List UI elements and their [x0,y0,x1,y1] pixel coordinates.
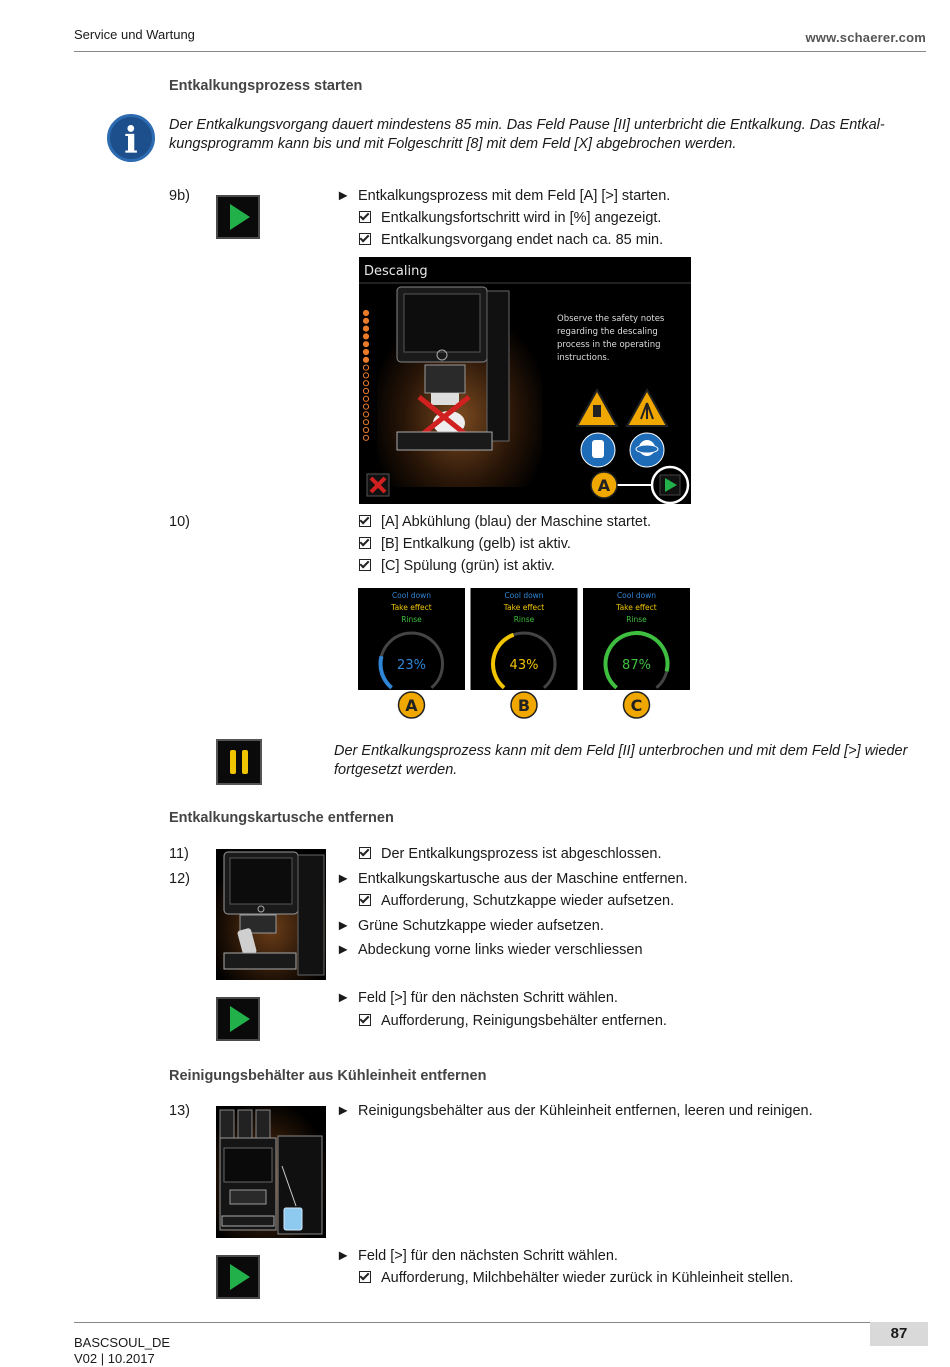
action-text: Feld [>] für den nächsten Schritt wählen. [358,990,618,1006]
machine-illustration [216,1106,326,1238]
info-line-2: kungsprogramm kann bis und mit Folgeschritt [8] mit dem Feld [X] abgebrochen werden. [169,136,737,152]
machine-cooling-unit-image [216,1106,326,1238]
result-text: Aufforderung, Reinigungsbehälter entfernen. [381,1013,667,1029]
play-button-icon [216,997,260,1041]
checkbox-icon [359,211,371,223]
gauge-panels [358,588,691,722]
notice-line: instructions. [557,353,610,363]
step-12-result-4 [359,1013,667,1029]
result-text: Aufforderung, Milchbehälter wieder zurück in Kühleinheit stellen. [381,1270,794,1286]
checkbox-icon [359,1014,371,1026]
arrow-icon: ► [336,188,351,204]
gauges-svg [358,588,691,722]
progress-dot [363,326,368,331]
progress-dot [363,357,368,362]
callout-a-label: A [597,476,611,495]
step-number-9b: 9b) [169,188,190,204]
section-title-cartridge: Entkalkungskartusche entfernen [169,810,394,826]
step-10-result-1 [359,514,651,530]
step-12-action-3 [336,942,643,958]
header-url: www.schaerer.com [805,30,926,45]
progress-dot [363,318,368,323]
action-text: Reinigungsbehälter aus der Kühleinheit entfernen, leeren und reinigen. [358,1103,813,1119]
arrow-icon: ► [336,871,351,887]
gauge-percent: 87% [622,658,651,673]
callout-a [591,472,617,498]
step-number-10: 10) [169,514,190,530]
action-text: Entkalkungskartusche aus der Maschine entfernen. [358,871,688,887]
step-number-13: 13) [169,1103,190,1119]
gauge-phase-label: Take effect [503,603,545,612]
gauge-phase-label: Rinse [626,615,647,624]
gauge-callout-letter: A [405,696,418,715]
progress-dot [363,342,368,347]
descaling-screen-art [359,257,691,504]
footer-doc: BASCSOUL_DE [74,1335,171,1350]
step-9b-action [336,188,670,204]
step-12-action-4 [336,990,618,1006]
play-button-icon [216,1255,260,1299]
step-9b-result-2 [359,232,663,248]
info-text [169,116,927,154]
checkbox-icon [359,559,371,571]
machine-illustration [216,849,326,980]
notice-line: Observe the safety notes [557,314,665,324]
screen-play-icon [652,467,688,503]
step-9b-action-text: Entkalkungsprozess mit dem Feld [A] [>] starten. [358,188,671,204]
gauge-phase-label: Take effect [391,603,432,612]
notice-line: regarding the descaling [557,327,658,337]
result-text: Aufforderung, Schutzkappe wieder aufsetzen. [381,893,675,909]
descaling-screen [359,257,691,504]
step-10-result-3 [359,558,555,574]
action-text: Grüne Schutzkappe wieder aufsetzen. [358,918,604,934]
step-number-12: 12) [169,871,190,887]
arrow-icon: ► [336,918,351,934]
progress-dot [363,334,368,339]
gauge-panel [583,588,690,718]
checkbox-icon [359,1271,371,1283]
arrow-icon: ► [336,942,351,958]
footer-rule [74,1322,926,1323]
pause-note [334,742,934,780]
step-12-result-1 [359,893,674,909]
result-text: [B] Entkalkung (gelb) ist aktiv. [381,536,571,552]
gauge-phase-label: Take effect [616,603,657,612]
arrow-icon: ► [336,1103,351,1119]
gauge-phase-label: Cool down [504,591,544,600]
gloves-icon [581,433,615,467]
step-11-result [359,846,661,862]
pause-button-icon [216,739,262,785]
machine-cartridge-image [216,849,326,980]
page-number: 87 [870,1322,928,1346]
result-text: [A] Abkühlung (blau) der Maschine startet. [381,514,652,530]
goggles-icon [630,433,664,467]
checkbox-icon [359,537,371,549]
gauge-percent: 23% [397,658,426,673]
gauge-callout-letter: C [630,696,643,715]
result-text: [C] Spülung (grün) ist aktiv. [381,558,555,574]
result-text: Entkalkungsvorgang endet nach ca. 85 min. [381,232,664,248]
pause-note-line-1: Der Entkalkungsprozess kann mit dem Feld [II] unterbrochen und mit dem Feld [>] wieder [334,743,908,759]
footer-version: V02 | 10.2017 [74,1351,155,1366]
step-9b-result-1 [359,210,661,226]
gauge-phase-label: Rinse [401,615,422,624]
result-text: Der Entkalkungsprozess ist abgeschlossen. [381,846,662,862]
gauge-panel [358,588,465,718]
checkbox-icon [359,894,371,906]
gauge-phase-label: Cool down [391,591,432,600]
pause-note-line-2: fortgesetzt werden. [334,762,458,778]
play-button-icon [216,195,260,239]
checkbox-icon [359,515,371,527]
progress-dot [363,349,368,354]
header-left: Service und Wartung [74,27,195,42]
step-13-action-1 [336,1103,813,1119]
notice-line: process in the operating [557,340,661,350]
arrow-icon: ► [336,990,351,1006]
gauge-panel [471,588,578,718]
action-text: Abdeckung vorne links wieder verschliessen [358,942,643,958]
step-12-action-1 [336,871,688,887]
gauge-phase-label: Rinse [513,615,535,624]
arrow-icon: ► [336,1248,351,1264]
footer-doc-info [74,1335,170,1367]
info-icon: i [107,114,155,162]
step-13-action-2 [336,1248,618,1264]
gauge-percent: 43% [509,658,539,673]
step-13-result-2 [359,1270,793,1286]
step-12-action-2 [336,918,604,934]
checkbox-icon [359,847,371,859]
header-rule [74,51,926,52]
step-10-result-2 [359,536,571,552]
cancel-x-icon [367,474,389,496]
gauge-phase-label: Cool down [616,591,657,600]
action-text: Feld [>] für den nächsten Schritt wählen. [358,1248,618,1264]
gauge-callout-letter: B [517,696,531,715]
section-title-cleaning-container: Reinigungsbehälter aus Kühleinheit entfernen [169,1068,487,1084]
result-text: Entkalkungsfortschritt wird in [%] angezeigt. [381,210,662,226]
checkbox-icon [359,233,371,245]
screen-title: Descaling [364,264,428,279]
step-number-11: 11) [169,846,189,862]
section-title-start: Entkalkungsprozess starten [169,78,363,94]
progress-dot [363,310,368,315]
info-line-1: Der Entkalkungsvorgang dauert mindestens 85 min. Das Feld Pause [II] unterbricht die Entkalkung. Das Entkal- [169,117,885,133]
